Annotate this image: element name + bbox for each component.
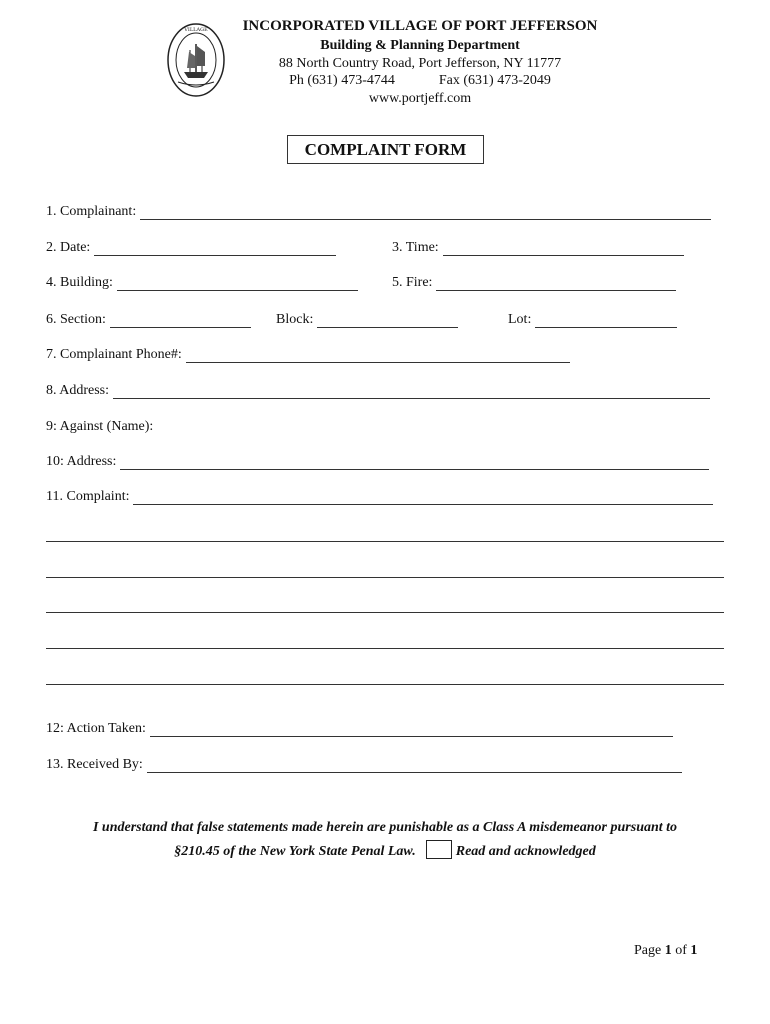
- acknowledge-checkbox[interactable]: [426, 840, 452, 859]
- lot-field[interactable]: [535, 313, 677, 328]
- complainant-row: [46, 204, 711, 220]
- block-label: Block:: [276, 312, 314, 327]
- fax-number: Fax (631) 473-2049: [438, 73, 551, 88]
- time-row: [392, 240, 684, 256]
- against-label: 9: Against (Name):: [46, 419, 154, 434]
- received-by-field[interactable]: [147, 758, 682, 773]
- time-label: 3. Time:: [392, 240, 439, 255]
- contact-line: [180, 73, 660, 89]
- phone-number: Ph (631) 473-4744: [289, 73, 395, 88]
- address-row: [46, 383, 710, 399]
- address-label: 8. Address:: [46, 383, 109, 398]
- complainant-phone-label: 7. Complainant Phone#:: [46, 347, 182, 362]
- notice-line-2: [40, 840, 730, 860]
- action-taken-field[interactable]: [150, 722, 673, 737]
- complainant-field[interactable]: [140, 205, 711, 220]
- received-by-label: 13. Received By:: [46, 757, 143, 772]
- notice-line-1: I understand that false statements made herein are punishable as a Class A misdemeanor pursuant to: [92, 820, 678, 835]
- complainant-phone-field[interactable]: [186, 348, 570, 363]
- org-address: 88 North Country Road, Port Jefferson, NY 11777: [278, 56, 562, 71]
- action-taken-label: 12: Action Taken:: [46, 721, 146, 736]
- section-field[interactable]: [110, 313, 251, 328]
- acknowledge-label: Read and acknowledged: [455, 844, 596, 859]
- time-field[interactable]: [443, 241, 684, 256]
- against-address-label: 10: Address:: [46, 454, 117, 469]
- date-label: 2. Date:: [46, 240, 91, 255]
- page-current: 1: [664, 943, 672, 958]
- website-link[interactable]: www.portjeff.com: [368, 91, 472, 106]
- complainant-label: 1. Complainant:: [46, 204, 137, 219]
- received-row: [46, 757, 682, 773]
- complaint-line-3[interactable]: [46, 612, 724, 613]
- against-address-field[interactable]: [120, 455, 709, 470]
- page-of: of: [671, 943, 691, 958]
- building-row: [46, 275, 358, 291]
- complaint-field[interactable]: [133, 490, 713, 505]
- block-row: [276, 312, 458, 328]
- fire-label: 5. Fire:: [392, 275, 433, 290]
- address-field[interactable]: [113, 384, 710, 399]
- section-label: 6. Section:: [46, 312, 106, 327]
- svg-text:VILLAGE: VILLAGE: [184, 27, 208, 33]
- date-row: [46, 240, 336, 256]
- complaint-label: 11. Complaint:: [46, 489, 130, 504]
- complaint-line-1[interactable]: [46, 541, 724, 542]
- section-row: [46, 312, 251, 328]
- org-name: INCORPORATED VILLAGE OF PORT JEFFERSON: [242, 18, 598, 34]
- date-field[interactable]: [94, 241, 336, 256]
- building-label: 4. Building:: [46, 275, 113, 290]
- fire-row: [392, 275, 676, 291]
- notice-law-reference: §210.45 of the New York State Penal Law.: [174, 844, 416, 859]
- phone-row: [46, 347, 570, 363]
- building-field[interactable]: [117, 276, 358, 291]
- lot-row: [508, 312, 677, 328]
- fire-field[interactable]: [436, 276, 676, 291]
- complaint-line-4[interactable]: [46, 648, 724, 649]
- complaint-line-5[interactable]: [46, 684, 724, 685]
- page-prefix: Page: [634, 943, 665, 958]
- complaint-row: [46, 489, 713, 505]
- block-field[interactable]: [317, 313, 458, 328]
- lot-label: Lot:: [508, 312, 532, 327]
- complaint-line-2[interactable]: [46, 577, 724, 578]
- against-row: [46, 419, 153, 435]
- department-name: Building & Planning Department: [320, 38, 520, 53]
- action-row: [46, 721, 673, 737]
- against-address-row: [46, 454, 709, 470]
- form-title: COMPLAINT FORM: [287, 135, 484, 164]
- page-total: 1: [690, 943, 698, 958]
- page-number: [634, 943, 697, 959]
